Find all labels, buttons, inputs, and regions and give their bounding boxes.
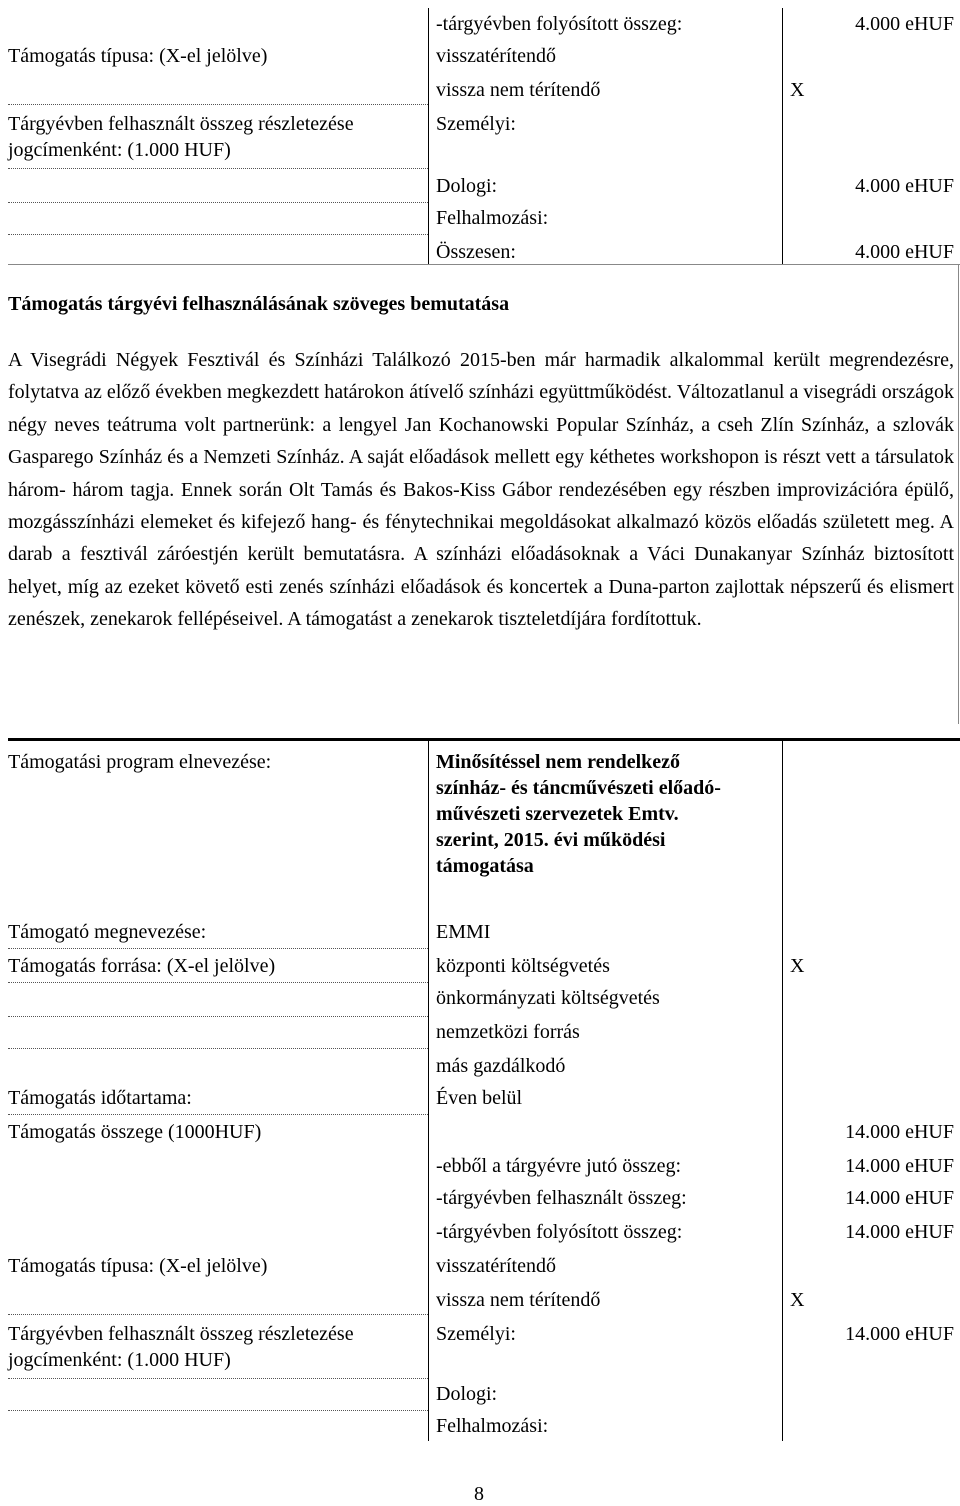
osszesen-label: Összesen: xyxy=(436,241,516,263)
felhalmozasi-label: Felhalmozási: xyxy=(436,207,549,229)
folyositott-value: 14.000 eHUF xyxy=(845,1221,954,1243)
tamogato-value: EMMI xyxy=(436,921,491,943)
szemelyi-value: 14.000 eHUF xyxy=(845,1323,954,1345)
row-separator xyxy=(8,982,428,983)
forras-option: központi költségvetés xyxy=(436,955,610,977)
page-number: 8 xyxy=(474,1483,484,1505)
table-divider-line xyxy=(428,8,429,264)
section-border-right xyxy=(958,264,959,724)
tipus-label: Támogatás típusa: (X-el jelölve) xyxy=(8,1255,268,1277)
row-separator xyxy=(8,104,428,105)
program-value-line: művészeti szervezetek Emtv. xyxy=(436,803,679,825)
reszletezes-label-line2: jogcímenként: (1.000 HUF) xyxy=(8,139,231,161)
folyositott-label: -tárgyévben folyósított összeg: xyxy=(436,13,683,35)
tipus-label: Támogatás típusa: (X-el jelölve) xyxy=(8,45,268,67)
tipus-option-visszateritendo: visszatérítendő xyxy=(436,1255,556,1277)
program-value-line: Minősítéssel nem rendelkező xyxy=(436,751,681,773)
reszletezes-label-line1: Tárgyévben felhasznált összeg részletezése xyxy=(8,1323,354,1345)
reszletezes-label-line1: Tárgyévben felhasznált összeg részletezése xyxy=(8,113,354,135)
osszeg-label: Támogatás összege (1000HUF) xyxy=(8,1121,262,1143)
targyevre-label: -ebből a tárgyévre jutó összeg: xyxy=(436,1155,682,1177)
felhasznalt-label: -tárgyévben felhasznált összeg: xyxy=(436,1187,687,1209)
tipus-option-vissza-nem-teritendo: vissza nem térítendő xyxy=(436,1289,601,1311)
reszletezes-label-line2: jogcímenként: (1.000 HUF) xyxy=(8,1349,231,1371)
row-separator xyxy=(8,202,428,203)
row-separator xyxy=(8,1114,428,1115)
table-divider-line xyxy=(782,8,783,264)
osszesen-value: 4.000 eHUF xyxy=(855,241,954,263)
dologi-value: 4.000 eHUF xyxy=(855,175,954,197)
idotartam-label: Támogatás időtartama: xyxy=(8,1087,192,1109)
row-separator xyxy=(8,234,428,235)
row-separator xyxy=(8,1314,428,1315)
dologi-label: Dologi: xyxy=(436,175,498,197)
row-separator xyxy=(8,948,428,949)
tipus-option-vissza-nem-teritendo: vissza nem térítendő xyxy=(436,79,601,101)
table-divider-line xyxy=(428,741,429,1441)
forras-mark: X xyxy=(790,955,805,977)
description-heading: Támogatás tárgyévi felhasználásának szöveges bemutatása xyxy=(8,293,510,315)
section-border xyxy=(8,264,960,265)
szemelyi-label: Személyi: xyxy=(436,113,516,135)
felhasznalt-value: 14.000 eHUF xyxy=(845,1187,954,1209)
osszeg-value: 14.000 eHUF xyxy=(845,1121,954,1143)
tipus-option-visszateritendo: visszatérítendő xyxy=(436,45,556,67)
felhalmozasi-label: Felhalmozási: xyxy=(436,1415,549,1437)
row-separator xyxy=(8,1016,428,1017)
description-paragraph: A Visegrádi Négyek Fesztivál és Színházi Találkozó 2015-ben már harmadik alkalommal került megrendezésre, folytatva az előző években megkezdett határokon átívelő színházi együttműködést. Változatlanul a visegrádi országok négy neves teátruma volt partnerünk: a lengyel Jan Kochanowski Popular Színház, a cseh Zlín Színház, a szlovák Gasparego Színház és a Nemzeti Színház. A saját előadások mellett egy kéthetes workshopon is részt vett a társulatok három- három tagja. Ennek során Olt Tamás és Bakos-Kiss Gábor rendezésében egy részben improvizációra épülő, mozgásszínházi elemeket és kifejező hang- és fénytechnikai megoldásokat alkalmazó közös előadás született meg. A darab a fesztivál záróestjén került bemutatásra. A színházi előadásoknak a Váci Dunakanyar Színház biztosított helyet, míg az ezeket követő esti zenés színházi előadások és koncertek a Duna-parton zajlottak népszerű és elismert zenészek, zenekarok fellépéseivel. A támogatást a zenekarok tiszteletdíjára fordítottuk. xyxy=(8,349,954,631)
table-divider-line xyxy=(782,741,783,1441)
program-label: Támogatási program elnevezése: xyxy=(8,751,272,773)
tipus-mark: X xyxy=(790,79,805,101)
forras-option: nemzetközi forrás xyxy=(436,1021,580,1043)
program-value-line: szerint, 2015. évi működési xyxy=(436,829,666,851)
idotartam-value: Éven belül xyxy=(436,1087,523,1109)
program-value-line: színház- és táncművészeti előadó- xyxy=(436,777,721,799)
tipus-mark: X xyxy=(790,1289,805,1311)
szemelyi-label: Személyi: xyxy=(436,1323,516,1345)
targyevre-value: 14.000 eHUF xyxy=(845,1155,954,1177)
program-value-line: támogatása xyxy=(436,855,534,877)
row-separator xyxy=(8,168,428,169)
row-separator xyxy=(8,1378,428,1379)
folyositott-value: 4.000 eHUF xyxy=(855,13,954,35)
folyositott-label: -tárgyévben folyósított összeg: xyxy=(436,1221,683,1243)
forras-option: más gazdálkodó xyxy=(436,1055,566,1077)
tamogato-label: Támogató megnevezése: xyxy=(8,921,207,943)
row-separator xyxy=(8,1048,428,1049)
forras-option: önkormányzati költségvetés xyxy=(436,987,660,1009)
section-top-border xyxy=(8,738,960,741)
dologi-label: Dologi: xyxy=(436,1383,498,1405)
row-separator xyxy=(8,1410,428,1411)
forras-label: Támogatás forrása: (X-el jelölve) xyxy=(8,955,276,977)
